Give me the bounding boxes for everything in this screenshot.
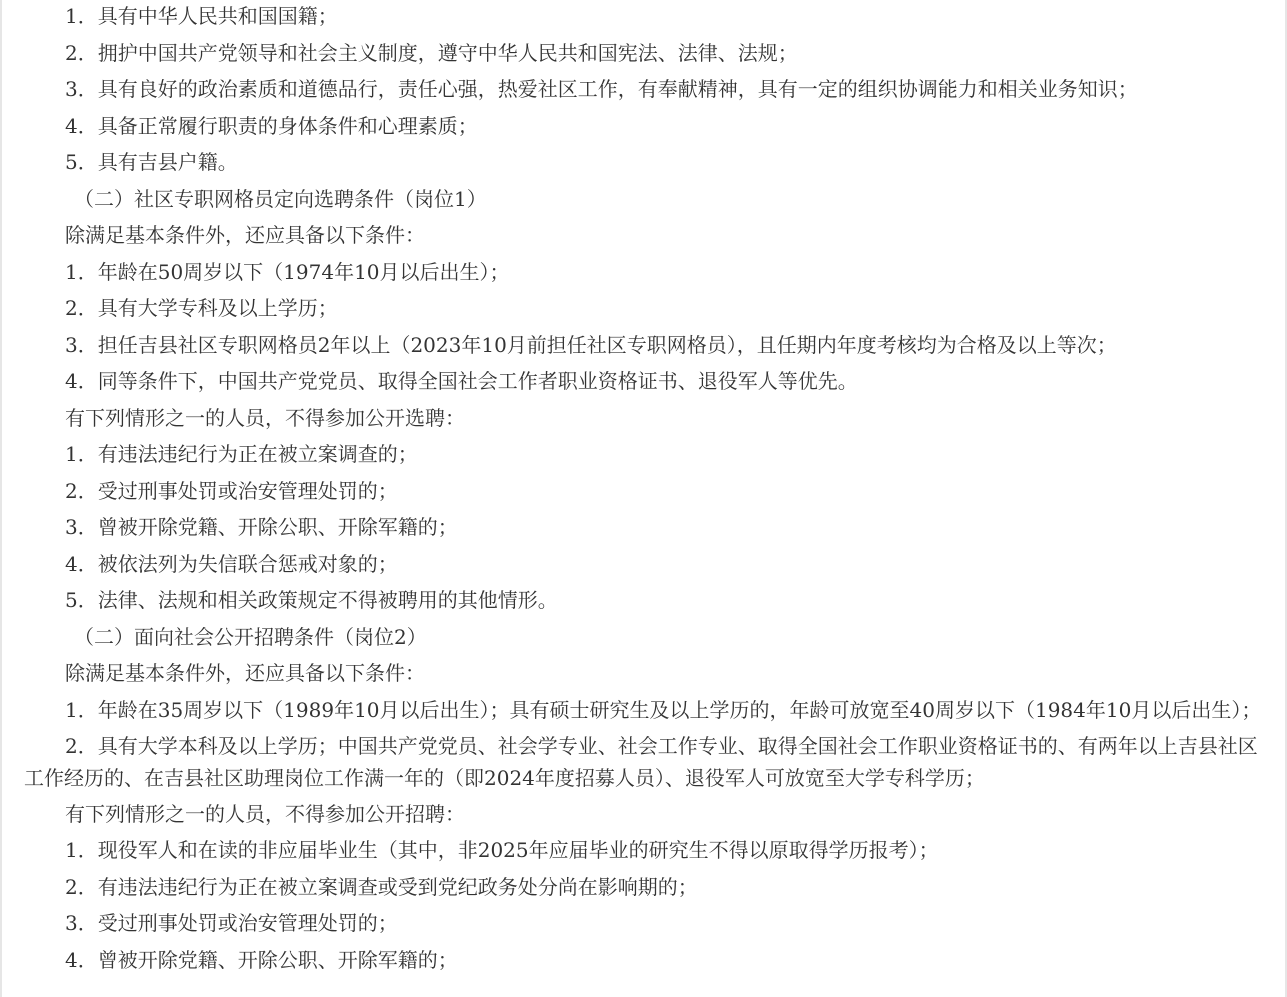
paragraph: 2．受过刑事处罚或治安管理处罚的； [65, 478, 398, 503]
section-heading: （二）社区专职网格员定向选聘条件（岗位1） [74, 186, 487, 211]
paragraph: 2．拥护中国共产党领导和社会主义制度，遵守中华人民共和国宪法、法律、法规； [65, 40, 798, 65]
paragraph: 3．受过刑事处罚或治安管理处罚的； [65, 911, 398, 935]
paragraph: 5．法律、法规和相关政策规定不得被聘用的其他情形。 [65, 588, 558, 612]
article-body [24, 0, 1266, 978]
paragraph: 1．年龄在50周岁以下（1974年10月以后出生）； [65, 259, 510, 284]
paragraph: 3．担任吉县社区专职网格员2年以上（2023年10月前担任社区专职网格员），且任期内年度考核均为合格及以上等次； [65, 332, 1117, 357]
paragraph: 1．有违法违纪行为正在被立案调查的； [65, 442, 418, 466]
paragraph: 除满足基本条件外，还应具备以下条件： [65, 661, 425, 685]
paragraph: 1．现役军人和在读的非应届毕业生（其中，非2025年应届毕业的研究生不得以原取得学历报考）； [65, 838, 939, 862]
paragraph: 3．曾被开除党籍、开除公职、开除军籍的； [65, 515, 458, 539]
paragraph: 2．具有大学本科及以上学历；中国共产党党员、社会学专业、社会工作专业、取得全国社会工作职业资格证书的、有两年以上吉县社区工作经历的、在吉县社区助理岗位工作满一年的（即2024年度招募人员）、退役军人可放宽至大学专科学历； [24, 733, 1258, 790]
paragraph: 4．具备正常履行职责的身体条件和心理素质； [65, 113, 478, 138]
paragraph: 1．年龄在35周岁以下（1989年10月以后出生）；具有硕士研究生及以上学历的，年龄可放宽至40周岁以下（1984年10月以后出生）； [65, 697, 1262, 722]
paragraph: 3．具有良好的政治素质和道德品行，责任心强，热爱社区工作，有奉献精神，具有一定的组织协调能力和相关业务知识； [65, 77, 1138, 101]
page-border-left [0, 0, 2, 997]
paragraph: 4．被依法列为失信联合惩戒对象的； [65, 551, 398, 576]
paragraph: 1．具有中华人民共和国国籍； [65, 4, 338, 28]
paragraph: 2．具有大学专科及以上学历； [65, 296, 338, 320]
section-heading: （二）面向社会公开招聘条件（岗位2） [74, 624, 427, 649]
paragraph: 有下列情形之一的人员，不得参加公开选聘： [65, 405, 465, 430]
paragraph: 4．曾被开除党籍、开除公职、开除军籍的； [65, 947, 458, 972]
paragraph: 2．有违法违纪行为正在被立案调查或受到党纪政务处分尚在影响期的； [65, 874, 698, 899]
paragraph: 除满足基本条件外，还应具备以下条件： [65, 223, 425, 247]
paragraph: 5．具有吉县户籍。 [65, 150, 238, 174]
paragraph: 有下列情形之一的人员，不得参加公开招聘： [65, 801, 465, 826]
paragraph: 4．同等条件下，中国共产党党员、取得全国社会工作者职业资格证书、退役军人等优先。 [65, 369, 858, 393]
